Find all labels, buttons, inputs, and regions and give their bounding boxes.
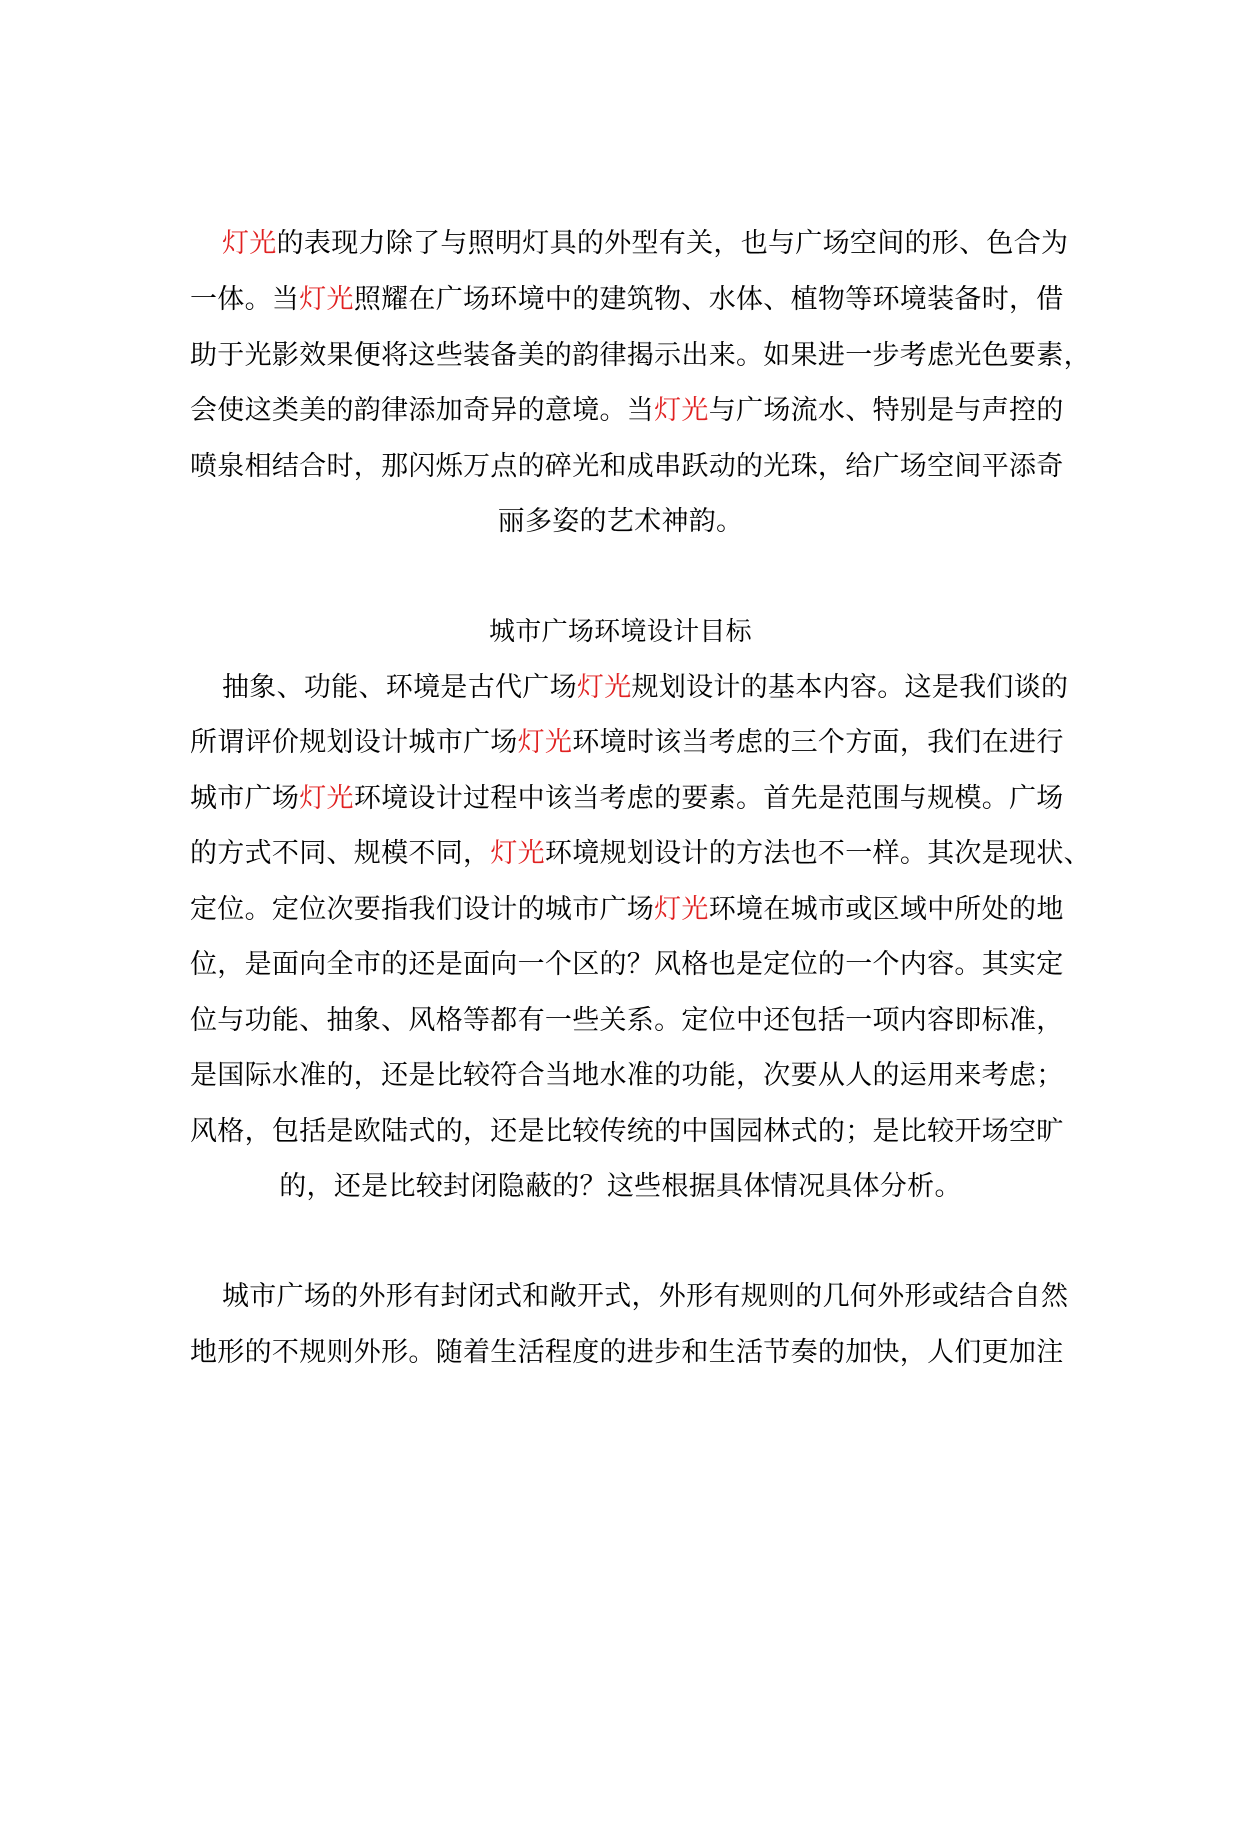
highlight-term: 灯光 — [576, 672, 632, 703]
paragraph-2-line-1: 抽象、功能、环境是古代广场灯光规划设计的基本内容。这是我们谈的 — [222, 672, 1069, 703]
paragraph-2-line-4: 的方式不同、规模不同，灯光环境规划设计的方法也不一样。其次是现状、 — [190, 838, 1091, 869]
paragraph-1-line-1: 灯光的表现力除了与照明灯具的外型有关，也与广场空间的形、色合为 — [222, 228, 1069, 259]
section-title: 城市广场环境设计目标 — [488, 617, 752, 647]
paragraph-1-line-6: 丽多姿的艺术神韵。 — [497, 506, 744, 537]
highlight-term: 灯光 — [654, 395, 709, 426]
highlight-term: 灯光 — [490, 838, 545, 869]
highlight-term: 灯光 — [299, 284, 354, 315]
paragraph-1-line-3: 助于光影效果便将这些装备美的韵律揭示出来。如果进一步考虑光色要素， — [190, 340, 1091, 371]
paragraph-1-line-5: 喷泉相结合时，那闪烁万点的碎光和成串跃动的光珠，给广场空间平添奇 — [190, 451, 1064, 482]
highlight-term: 灯光 — [222, 228, 277, 259]
highlight-term: 灯光 — [517, 727, 573, 758]
highlight-term: 灯光 — [654, 894, 709, 925]
paragraph-3-line-2: 地形的不规则外形。随着生活程度的进步和生活节奏的加快，人们更加注 — [190, 1337, 1064, 1368]
highlight-term: 灯光 — [299, 783, 354, 814]
paragraph-1-line-2: 一体。当灯光照耀在广场环境中的建筑物、水体、植物等环境装备时，借 — [190, 284, 1064, 315]
paragraph-2-line-10: 的，还是比较封闭隐蔽的？这些根据具体情况具体分析。 — [279, 1171, 962, 1202]
paragraph-2-line-7: 位与功能、抽象、风格等都有一些关系。定位中还包括一项内容即标准， — [190, 1005, 1064, 1036]
paragraph-2-line-5: 定位。定位次要指我们设计的城市广场灯光环境在城市或区域中所处的地 — [190, 894, 1064, 925]
paragraph-3-line-1: 城市广场的外形有封闭式和敞开式，外形有规则的几何外形或结合自然 — [222, 1281, 1069, 1312]
paragraph-2-line-3: 城市广场灯光环境设计过程中该当考虑的要素。首先是范围与规模。广场 — [190, 783, 1064, 814]
paragraph-1-line-4: 会使这类美的韵律添加奇异的意境。当灯光与广场流水、特别是与声控的 — [190, 395, 1064, 426]
paragraph-2-line-6: 位，是面向全市的还是面向一个区的？风格也是定位的一个内容。其实定 — [190, 949, 1064, 980]
paragraph-2-line-2: 所谓评价规划设计城市广场灯光环境时该当考虑的三个方面，我们在进行 — [190, 727, 1064, 758]
paragraph-2-line-8: 是国际水准的，还是比较符合当地水准的功能，次要从人的运用来考虑； — [190, 1060, 1064, 1091]
paragraph-2-line-9: 风格，包括是欧陆式的，还是比较传统的中国园林式的；是比较开场空旷 — [190, 1116, 1064, 1147]
